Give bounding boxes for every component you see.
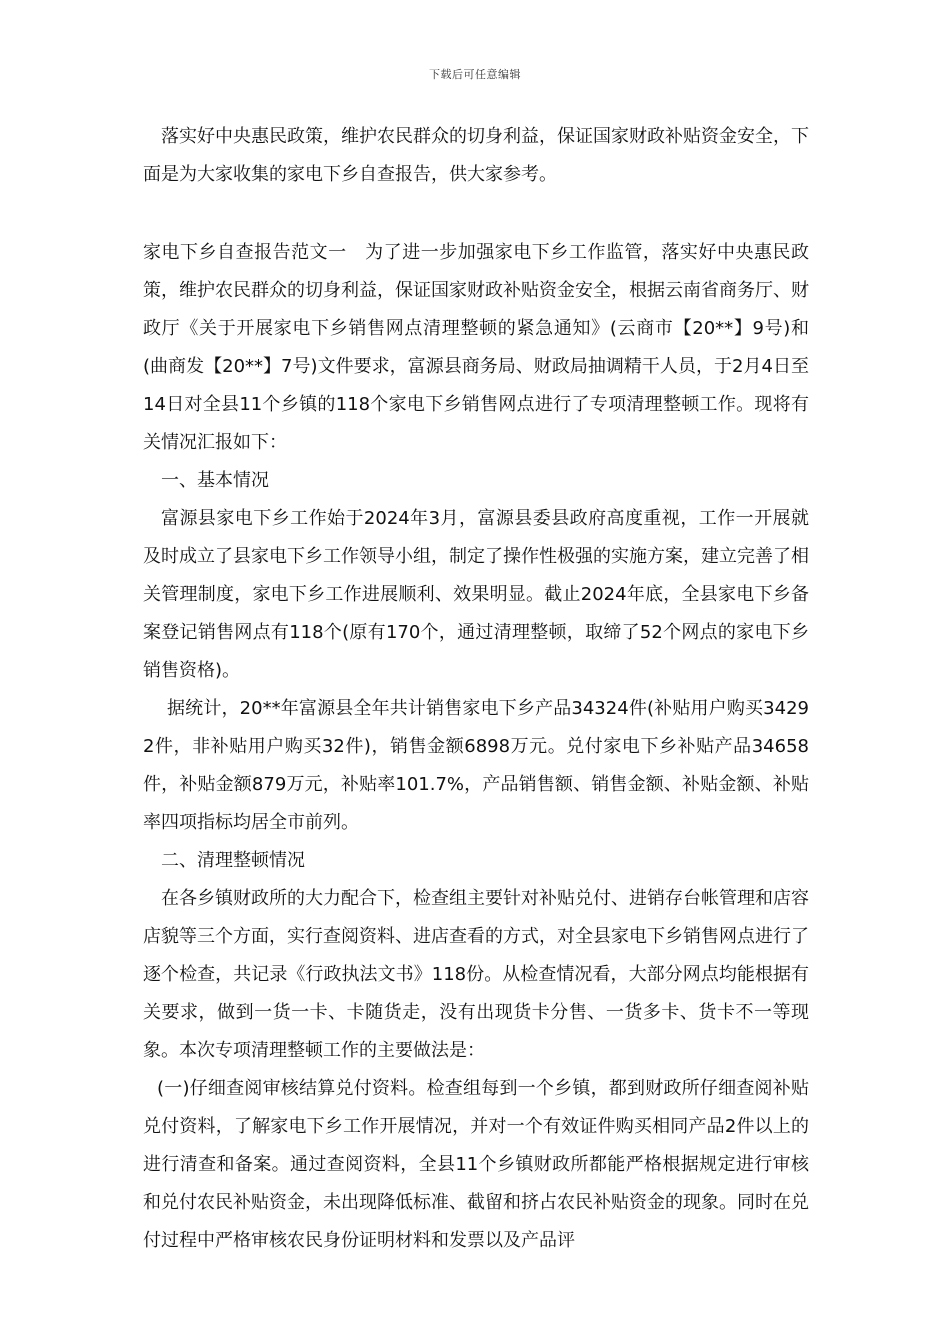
report-paragraph-5: (一)仔细查阅审核结算兑付资料。检查组每到一个乡镇，都到财政所仔细查阅补贴兑付资料，了解家电下乡工作开展情况，并对一个有效证件购买相同产品2件以上的进行清查和备案。通过查阅资料，全县11个乡镇财政所都能严格根据规定进行审核和兑付农民补贴资金，未出现降低标准、截留和挤占农民补贴资金的现象。同时在兑付过程中严格审核农民身份证明材料和发票以及产品评 xyxy=(143,1078,809,1251)
page-header-note: 下载后可任意编辑 xyxy=(429,68,521,81)
report-paragraph-3: 据统计，20**年富源县全年共计销售家电下乡产品34324件(补贴用户购买34292件，非补贴用户购买32件)，销售金额6898万元。兑付家电下乡补贴产品34658件，补贴金额879万元，补贴率101.7%，产品销售额、销售金额、补贴金额、补贴率四项指标均居全市前列。 xyxy=(143,698,809,833)
report-paragraph-2: 富源县家电下乡工作始于2024年3月，富源县委县政府高度重视，工作一开展就及时成立了县家电下乡工作领导小组，制定了操作性极强的实施方案，建立完善了相关管理制度，家电下乡工作进展顺利、效果明显。截止2024年底，全县家电下乡备案登记销售网点有118个(原有170个，通过清理整顿，取缔了52个网点的家电下乡销售资格)。 xyxy=(143,508,809,681)
paragraph-gap xyxy=(143,194,809,234)
report-paragraph-4: 在各乡镇财政所的大力配合下，检查组主要针对补贴兑付、进销存台帐管理和店容店貌等三个方面，实行查阅资料、进店查看的方式，对全县家电下乡销售网点进行了逐个检查，共记录《行政执法文书》118份。从检查情况看，大部分网点均能根据有关要求，做到一货一卡、卡随货走，没有出现货卡分售、一货多卡、货卡不一等现象。本次专项清理整顿工作的主要做法是： xyxy=(143,888,809,1061)
document-body xyxy=(143,118,809,1260)
section-heading-basic: 一、基本情况 xyxy=(161,470,269,491)
intro-paragraph: 落实好中央惠民政策，维护农民群众的切身利益，保证国家财政补贴资金安全，下面是为大家收集的家电下乡自查报告，供大家参考。 xyxy=(143,126,809,185)
section-heading-cleanup: 二、清理整顿情况 xyxy=(161,850,305,871)
report-paragraph-1: 家电下乡自查报告范文一 为了进一步加强家电下乡工作监管，落实好中央惠民政策，维护农民群众的切身利益，保证国家财政补贴资金安全，根据云南省商务厅、财政厅《关于开展家电下乡销售网点清理整顿的紧急通知》(云商市【20**】9号)和(曲商发【20**】7号)文件要求，富源县商务局、财政局抽调精干人员，于2月4日至14日对全县11个乡镇的118个家电下乡销售网点进行了专项清理整顿工作。现将有关情况汇报如下： xyxy=(143,242,809,453)
